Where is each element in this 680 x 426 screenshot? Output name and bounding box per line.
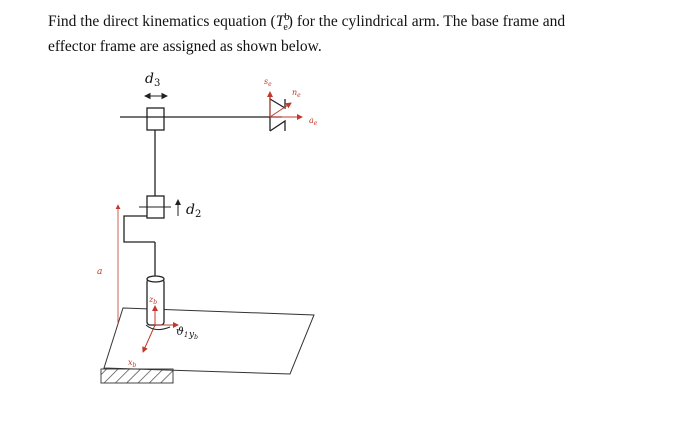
label-d2: $d_2$ [186, 202, 202, 220]
transform-subscript: e [283, 22, 288, 34]
label-d3: $d_3$ [145, 71, 161, 89]
transform-superscript: b [284, 12, 290, 23]
question-line1-start: Find the direct kinematics equation ( [48, 13, 276, 31]
label-theta: ϑ1 [176, 325, 189, 339]
label-a: a [97, 267, 103, 277]
question-line1-end: ) for the cylindrical arm. The base frame and [287, 13, 566, 31]
d3-joint-block [147, 108, 164, 130]
label-zb: $z_b$ [149, 295, 158, 306]
label-ne: $n_e$ [292, 88, 301, 99]
ground-hatch [101, 369, 173, 383]
base-cylinder-top [147, 276, 164, 282]
label-yb: $y_b$ [189, 330, 198, 341]
question-line2: effector frame are assigned as shown below. [48, 38, 322, 56]
label-ae: $a_e$ [309, 116, 318, 127]
gripper-jaw-lower [270, 121, 285, 131]
transform-symbol: T [275, 13, 285, 31]
label-xb: $x_b$ [128, 358, 137, 369]
gripper-jaw-upper [270, 99, 285, 108]
offset-link [124, 216, 155, 242]
theta-arc [146, 325, 170, 330]
label-se: $s_e$ [264, 77, 272, 88]
